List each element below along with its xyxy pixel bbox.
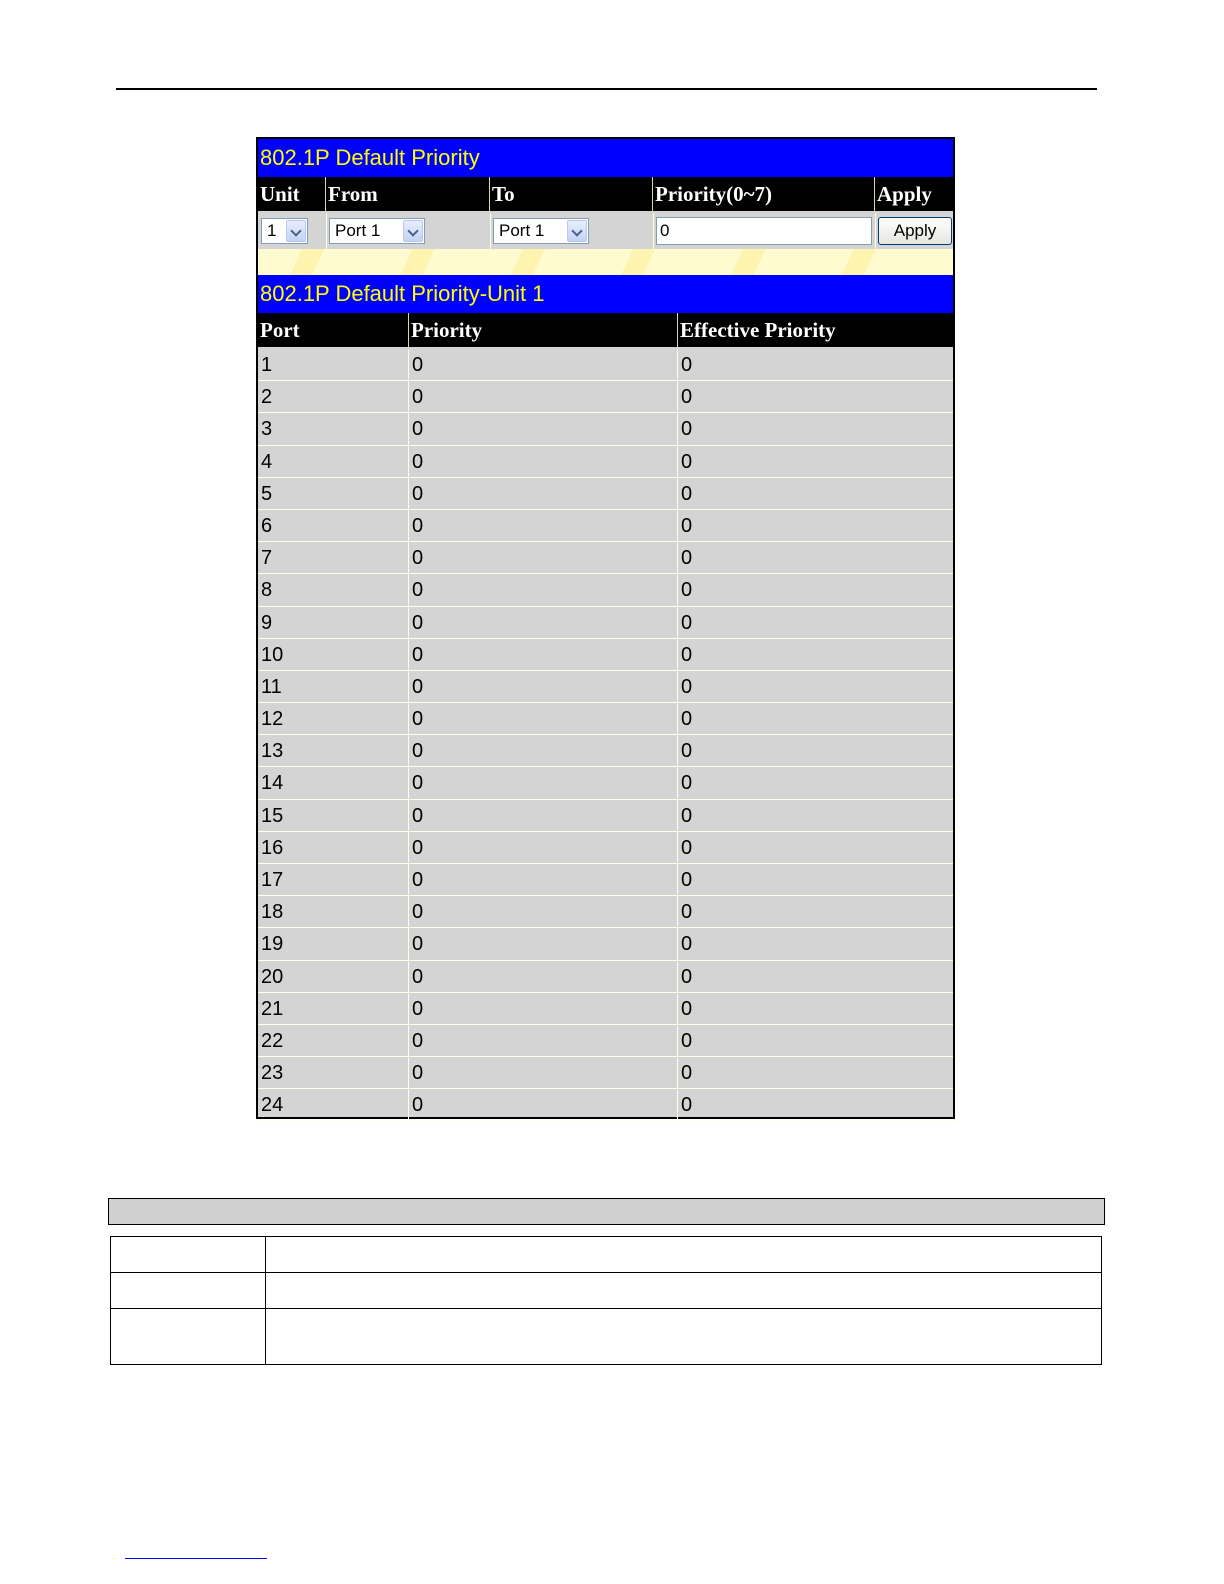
header-port: Port — [258, 313, 409, 347]
cell-port: 18 — [258, 896, 409, 928]
table-row — [111, 1237, 1102, 1273]
cell-priority: 0 — [409, 896, 678, 928]
table-row — [258, 767, 953, 799]
cell-port: 17 — [258, 864, 409, 896]
cell-port: 8 — [258, 574, 409, 606]
table-row — [258, 413, 953, 445]
cell-effective-priority: 0 — [681, 354, 693, 376]
table-row — [258, 542, 953, 574]
cell-port: 1 — [258, 349, 409, 381]
table-row — [258, 639, 953, 671]
header-priority-range: Priority(0~7) — [653, 177, 875, 211]
table-title: 802.1P Default Priority-Unit 1 — [260, 281, 545, 306]
form-title-bar — [258, 139, 953, 177]
cell-priority: 0 — [409, 413, 678, 445]
header-apply: Apply — [877, 182, 932, 206]
cell-effective-priority: 0 — [681, 1029, 693, 1052]
cell-port: 13 — [258, 735, 409, 767]
separator — [490, 213, 491, 249]
cell-effective-priority: 0 — [681, 901, 693, 924]
cell-effective-priority: 0 — [681, 611, 693, 634]
table-cell — [111, 1237, 266, 1273]
table-header-row — [258, 313, 953, 347]
cell-effective-priority: 0 — [681, 547, 693, 570]
table-cell — [266, 1273, 1102, 1309]
cell-priority: 0 — [409, 961, 678, 993]
cell-priority: 0 — [409, 1057, 678, 1089]
table-row — [258, 928, 953, 960]
cell-priority: 0 — [409, 607, 678, 639]
chevron-down-icon[interactable] — [403, 220, 423, 242]
table-row — [258, 1089, 953, 1121]
table-row — [111, 1273, 1102, 1309]
cell-priority: 0 — [409, 703, 678, 735]
priority-input[interactable]: 0 — [656, 217, 872, 245]
table-cell — [266, 1309, 1102, 1365]
cell-port: 20 — [258, 961, 409, 993]
table-row — [258, 478, 953, 510]
decorative-strip — [258, 249, 953, 275]
cell-priority: 0 — [409, 767, 678, 799]
cell-port: 16 — [258, 832, 409, 864]
cell-port: 6 — [258, 510, 409, 542]
apply-button[interactable]: Apply — [878, 217, 952, 245]
cell-port: 11 — [258, 671, 409, 703]
table-row — [258, 381, 953, 413]
cell-priority: 0 — [409, 832, 678, 864]
cell-effective-priority: 0 — [681, 386, 693, 409]
cell-priority: 0 — [409, 381, 678, 413]
table-row — [258, 896, 953, 928]
table-row — [258, 735, 953, 767]
cell-priority: 0 — [409, 671, 678, 703]
cell-port: 12 — [258, 703, 409, 735]
header-from: From — [326, 177, 490, 211]
cell-port: 9 — [258, 607, 409, 639]
cell-port: 24 — [258, 1089, 409, 1121]
table-row — [258, 510, 953, 542]
table-row — [258, 832, 953, 864]
form-control-row — [258, 213, 953, 249]
table-row — [258, 1025, 953, 1057]
cell-priority: 0 — [409, 864, 678, 896]
cell-priority: 0 — [409, 446, 678, 478]
unit-select[interactable] — [261, 218, 308, 244]
table-row — [258, 574, 953, 606]
cell-priority: 0 — [409, 542, 678, 574]
table-cell — [111, 1273, 266, 1309]
chevron-down-icon[interactable] — [567, 220, 587, 242]
form-header-row — [258, 177, 953, 211]
table-row — [258, 671, 953, 703]
table-row — [258, 349, 953, 381]
cell-effective-priority: 0 — [681, 869, 693, 891]
description-table — [110, 1236, 1102, 1365]
cell-effective-priority: 0 — [681, 675, 693, 698]
cell-port: 21 — [258, 993, 409, 1025]
cell-priority: 0 — [409, 1025, 678, 1057]
cell-priority: 0 — [409, 800, 678, 832]
cell-effective-priority: 0 — [681, 997, 693, 1020]
cell-effective-priority: 0 — [681, 740, 693, 763]
cell-effective-priority: 0 — [681, 708, 693, 731]
table-row — [258, 607, 953, 639]
table-row — [258, 703, 953, 735]
table-row — [258, 446, 953, 478]
cell-effective-priority: 0 — [681, 418, 693, 441]
cell-effective-priority: 0 — [681, 514, 693, 537]
table-row — [258, 864, 953, 896]
cell-priority: 0 — [409, 1089, 678, 1121]
cell-port: 4 — [258, 446, 409, 478]
cell-port: 19 — [258, 928, 409, 960]
cell-port: 2 — [258, 381, 409, 413]
header-priority: Priority — [409, 313, 678, 347]
cell-port: 23 — [258, 1057, 409, 1089]
separator — [653, 213, 654, 249]
header-to: To — [490, 177, 653, 211]
cell-port: 5 — [258, 478, 409, 510]
table-cell — [266, 1237, 1102, 1273]
cell-effective-priority: 0 — [681, 965, 693, 988]
from-port-value: Port 1 — [335, 221, 381, 240]
page-top-rule — [116, 88, 1097, 90]
unit-select-value: 1 — [267, 221, 277, 240]
cell-priority: 0 — [409, 478, 678, 510]
to-port-value: Port 1 — [499, 221, 545, 240]
table-title-bar — [258, 275, 953, 313]
to-port-select[interactable] — [493, 218, 589, 244]
chevron-down-icon[interactable] — [286, 220, 306, 242]
table-row — [258, 961, 953, 993]
cell-priority: 0 — [409, 928, 678, 960]
default-priority-panel — [256, 137, 955, 1119]
cell-effective-priority: 0 — [681, 450, 693, 473]
table-row — [258, 993, 953, 1025]
header-unit: Unit — [258, 177, 326, 211]
table-row — [258, 1057, 953, 1089]
cell-effective-priority: 0 — [681, 933, 693, 956]
cell-effective-priority: 0 — [681, 1062, 693, 1085]
footer-link-underline — [125, 1558, 267, 1559]
cell-effective-priority: 0 — [681, 643, 693, 666]
cell-port: 3 — [258, 413, 409, 445]
table-row — [111, 1309, 1102, 1365]
cell-port: 10 — [258, 639, 409, 671]
separator — [326, 213, 327, 249]
cell-effective-priority: 0 — [681, 804, 693, 827]
priority-table-body — [258, 349, 953, 1122]
form-title: 802.1P Default Priority — [260, 145, 480, 170]
table-cell — [111, 1309, 266, 1365]
from-port-select[interactable] — [329, 218, 425, 244]
table-row — [258, 800, 953, 832]
cell-effective-priority: 0 — [681, 482, 693, 505]
cell-effective-priority: 0 — [681, 579, 693, 602]
header-effective-priority: Effective Priority — [680, 318, 836, 342]
cell-effective-priority: 0 — [681, 1094, 693, 1117]
cell-priority: 0 — [409, 510, 678, 542]
cell-priority: 0 — [409, 993, 678, 1025]
separator — [875, 213, 876, 249]
cell-port: 22 — [258, 1025, 409, 1057]
cell-port: 7 — [258, 542, 409, 574]
cell-priority: 0 — [409, 349, 678, 381]
cell-port: 14 — [258, 767, 409, 799]
cell-effective-priority: 0 — [681, 836, 693, 859]
description-table-header — [108, 1198, 1105, 1225]
cell-priority: 0 — [409, 639, 678, 671]
cell-priority: 0 — [409, 574, 678, 606]
cell-port: 15 — [258, 800, 409, 832]
cell-priority: 0 — [409, 735, 678, 767]
cell-effective-priority: 0 — [681, 772, 693, 795]
